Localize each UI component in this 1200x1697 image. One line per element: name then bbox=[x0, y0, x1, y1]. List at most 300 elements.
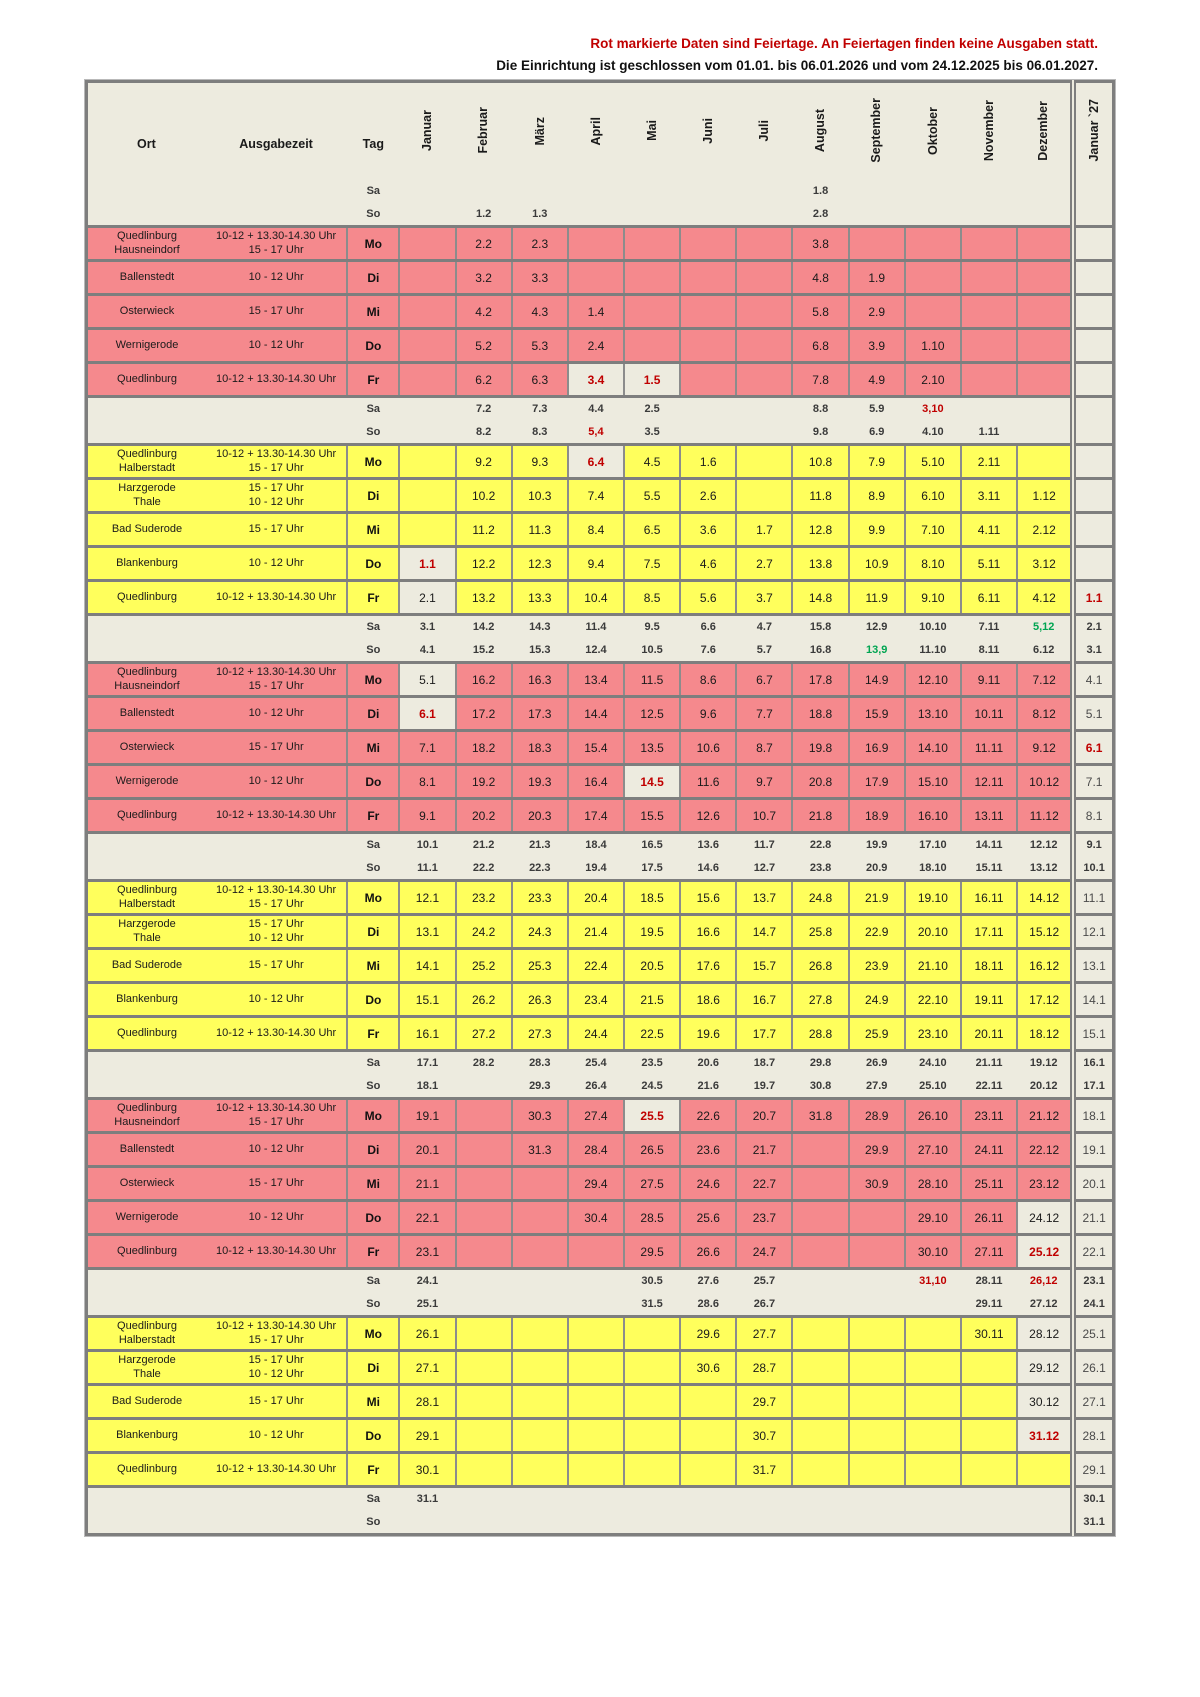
date-cell: 12.5 bbox=[624, 697, 680, 731]
day-label: Sa bbox=[347, 1269, 399, 1293]
place-cell-empty bbox=[87, 179, 348, 203]
ausgabezeit-label: 10-12 + 13.30-14.30 Uhr bbox=[216, 1244, 337, 1257]
empty-cell bbox=[961, 363, 1017, 397]
date-cell: 29.5 bbox=[624, 1235, 680, 1269]
date-cell: 25.1 bbox=[399, 1293, 455, 1317]
empty-cell bbox=[736, 227, 792, 261]
date-cell: 21.10 bbox=[905, 949, 961, 983]
weekend-row bbox=[87, 203, 1114, 227]
date-cell: 25.10 bbox=[905, 1075, 961, 1099]
date-cell: 13.10 bbox=[905, 697, 961, 731]
empty-cell bbox=[1073, 295, 1113, 329]
date-cell: 14.1 bbox=[399, 949, 455, 983]
empty-cell bbox=[568, 1487, 624, 1511]
date-cell: 14.8 bbox=[792, 581, 848, 615]
empty-cell bbox=[624, 1487, 680, 1511]
ort-label: Blankenburg bbox=[116, 992, 178, 1005]
date-cell: 12.1 bbox=[1073, 915, 1113, 949]
date-cell: 30.10 bbox=[905, 1235, 961, 1269]
empty-cell bbox=[680, 1419, 736, 1453]
date-cell: 15.6 bbox=[680, 881, 736, 915]
empty-cell bbox=[456, 1167, 512, 1201]
ort-label: Bad Suderode bbox=[111, 522, 183, 535]
ausgabezeit-label: 10 - 12 Uhr bbox=[248, 992, 304, 1005]
place-cell bbox=[87, 1201, 348, 1235]
date-cell: 25.9 bbox=[849, 1017, 905, 1051]
empty-cell bbox=[792, 1351, 848, 1385]
date-cell: 7.3 bbox=[512, 397, 568, 421]
date-cell: 12.3 bbox=[512, 547, 568, 581]
day-label: So bbox=[347, 1293, 399, 1317]
empty-cell bbox=[1073, 547, 1113, 581]
col-header-next-year: Januar `27 bbox=[1073, 82, 1113, 179]
date-cell: 1.11 bbox=[961, 421, 1017, 445]
ausgabezeit-label: 10-12 + 13.30-14.30 Uhr bbox=[216, 447, 337, 460]
empty-cell bbox=[736, 295, 792, 329]
date-cell: 21.1 bbox=[1073, 1201, 1113, 1235]
date-cell: 6.1 bbox=[1073, 731, 1113, 765]
date-cell: 10.5 bbox=[624, 639, 680, 663]
date-cell: 9.9 bbox=[849, 513, 905, 547]
date-cell: 11.6 bbox=[680, 765, 736, 799]
date-cell: 29.7 bbox=[736, 1385, 792, 1419]
date-cell: 10.7 bbox=[736, 799, 792, 833]
empty-cell bbox=[456, 1511, 512, 1535]
date-cell: 25.2 bbox=[456, 949, 512, 983]
date-cell: 22.1 bbox=[399, 1201, 455, 1235]
place-cell bbox=[87, 329, 348, 363]
empty-cell bbox=[680, 1511, 736, 1535]
date-cell: 11.8 bbox=[792, 479, 848, 513]
ort-label: Hausneindorf bbox=[114, 243, 180, 256]
date-cell: 2.12 bbox=[1017, 513, 1073, 547]
date-cell: 6.7 bbox=[736, 663, 792, 697]
empty-cell bbox=[1073, 479, 1113, 513]
date-cell: 20.1 bbox=[399, 1133, 455, 1167]
date-cell: 3.11 bbox=[961, 479, 1017, 513]
date-cell: 23.7 bbox=[736, 1201, 792, 1235]
empty-cell bbox=[792, 1419, 848, 1453]
col-header-month: Februar bbox=[476, 107, 491, 155]
ort-label: Ballenstedt bbox=[119, 270, 175, 283]
ort-label: Thale bbox=[133, 931, 161, 944]
date-cell: 4.2 bbox=[456, 295, 512, 329]
date-cell: 19.9 bbox=[849, 833, 905, 857]
empty-cell bbox=[456, 1351, 512, 1385]
date-cell: 9.10 bbox=[905, 581, 961, 615]
date-cell: 17.11 bbox=[961, 915, 1017, 949]
date-cell: 13.6 bbox=[680, 833, 736, 857]
date-cell: 18.3 bbox=[512, 731, 568, 765]
date-cell: 27.1 bbox=[399, 1351, 455, 1385]
ausgabezeit-label: 10 - 12 Uhr bbox=[248, 338, 304, 351]
date-cell: 14.5 bbox=[624, 765, 680, 799]
date-cell: 13.11 bbox=[961, 799, 1017, 833]
ausgabezeit-label: 15 - 17 Uhr bbox=[248, 958, 304, 971]
day-label: Fr bbox=[347, 363, 399, 397]
ausgabezeit-label: 10-12 + 13.30-14.30 Uhr bbox=[216, 808, 337, 821]
date-cell: 27.6 bbox=[680, 1269, 736, 1293]
ort-label: Quedlinburg bbox=[117, 1244, 177, 1257]
date-cell: 6.12 bbox=[1017, 639, 1073, 663]
day-label: So bbox=[347, 857, 399, 881]
place-cell bbox=[87, 581, 348, 615]
date-cell: 29.1 bbox=[399, 1419, 455, 1453]
date-cell: 2.2 bbox=[456, 227, 512, 261]
date-cell: 22.12 bbox=[1017, 1133, 1073, 1167]
place-cell-empty bbox=[87, 203, 348, 227]
date-cell: 27.3 bbox=[512, 1017, 568, 1051]
empty-cell bbox=[1073, 261, 1113, 295]
empty-cell bbox=[456, 1201, 512, 1235]
empty-cell bbox=[1017, 421, 1073, 445]
date-cell: 29.3 bbox=[512, 1075, 568, 1099]
place-cell bbox=[87, 479, 348, 513]
col-header-month: März bbox=[532, 116, 547, 145]
empty-cell bbox=[512, 1167, 568, 1201]
table-row bbox=[87, 479, 1114, 513]
place-cell-empty bbox=[87, 1051, 348, 1075]
day-label: Mo bbox=[347, 1099, 399, 1133]
empty-cell bbox=[624, 1419, 680, 1453]
empty-cell bbox=[568, 1511, 624, 1535]
empty-cell bbox=[399, 261, 455, 295]
empty-cell bbox=[624, 227, 680, 261]
ausgabezeit-label: 10 - 12 Uhr bbox=[248, 270, 304, 283]
day-label: Di bbox=[347, 697, 399, 731]
empty-cell bbox=[792, 1317, 848, 1351]
empty-cell bbox=[568, 179, 624, 203]
empty-cell bbox=[792, 1201, 848, 1235]
place-cell bbox=[87, 1099, 348, 1133]
empty-cell bbox=[512, 1419, 568, 1453]
ausgabezeit-label: 10 - 12 Uhr bbox=[248, 1367, 304, 1380]
date-cell: 8.7 bbox=[736, 731, 792, 765]
date-cell: 10.4 bbox=[568, 581, 624, 615]
date-cell: 8.2 bbox=[456, 421, 512, 445]
weekend-row bbox=[87, 1293, 1114, 1317]
date-cell: 25.11 bbox=[961, 1167, 1017, 1201]
date-cell: 20.6 bbox=[680, 1051, 736, 1075]
empty-cell bbox=[680, 1385, 736, 1419]
empty-cell bbox=[905, 1351, 961, 1385]
date-cell: 23.9 bbox=[849, 949, 905, 983]
date-cell: 9.3 bbox=[512, 445, 568, 479]
date-cell: 13.7 bbox=[736, 881, 792, 915]
date-cell: 7.2 bbox=[456, 397, 512, 421]
date-cell: 16.1 bbox=[399, 1017, 455, 1051]
empty-cell bbox=[736, 261, 792, 295]
date-cell: 13.3 bbox=[512, 581, 568, 615]
date-cell: 13.5 bbox=[624, 731, 680, 765]
date-cell: 28.9 bbox=[849, 1099, 905, 1133]
date-cell: 24.7 bbox=[736, 1235, 792, 1269]
date-cell: 20.5 bbox=[624, 949, 680, 983]
date-cell: 2.3 bbox=[512, 227, 568, 261]
date-cell: 22.8 bbox=[792, 833, 848, 857]
date-cell: 2.10 bbox=[905, 363, 961, 397]
empty-cell bbox=[624, 329, 680, 363]
date-cell: 10.1 bbox=[1073, 857, 1113, 881]
date-cell: 5,12 bbox=[1017, 615, 1073, 639]
empty-cell bbox=[792, 1235, 848, 1269]
empty-cell bbox=[568, 1269, 624, 1293]
place-cell-empty bbox=[87, 1487, 348, 1511]
place-cell-empty bbox=[87, 615, 348, 639]
date-cell: 23.5 bbox=[624, 1051, 680, 1075]
date-cell: 5.11 bbox=[961, 547, 1017, 581]
place-cell bbox=[87, 1351, 348, 1385]
empty-cell bbox=[680, 363, 736, 397]
date-cell: 15.5 bbox=[624, 799, 680, 833]
ort-label: Hausneindorf bbox=[114, 1115, 180, 1128]
date-cell: 17.3 bbox=[512, 697, 568, 731]
table-row bbox=[87, 1453, 1114, 1487]
date-cell: 3.6 bbox=[680, 513, 736, 547]
date-cell: 26.6 bbox=[680, 1235, 736, 1269]
place-cell bbox=[87, 295, 348, 329]
empty-cell bbox=[1017, 179, 1073, 203]
date-cell: 5.9 bbox=[849, 397, 905, 421]
ausgabezeit-label: 10 - 12 Uhr bbox=[248, 556, 304, 569]
empty-cell bbox=[399, 363, 455, 397]
ort-label: Halberstadt bbox=[118, 1333, 176, 1346]
date-cell: 24.8 bbox=[792, 881, 848, 915]
ort-label: Quedlinburg bbox=[117, 447, 177, 460]
place-cell-empty bbox=[87, 1075, 348, 1099]
empty-cell bbox=[905, 1453, 961, 1487]
place-cell bbox=[87, 261, 348, 295]
empty-cell bbox=[680, 421, 736, 445]
empty-cell bbox=[792, 1167, 848, 1201]
date-cell: 14.3 bbox=[512, 615, 568, 639]
date-cell: 2.9 bbox=[849, 295, 905, 329]
date-cell: 1.4 bbox=[568, 295, 624, 329]
day-label: Do bbox=[347, 329, 399, 363]
table-row bbox=[87, 513, 1114, 547]
date-cell: 28.4 bbox=[568, 1133, 624, 1167]
empty-cell bbox=[456, 1235, 512, 1269]
ausgabezeit-label: 10-12 + 13.30-14.30 Uhr bbox=[216, 590, 337, 603]
ort-label: Wernigerode bbox=[115, 774, 179, 787]
date-cell: 14.6 bbox=[680, 857, 736, 881]
empty-cell bbox=[624, 203, 680, 227]
day-label: Di bbox=[347, 1133, 399, 1167]
date-cell: 5.5 bbox=[624, 479, 680, 513]
empty-cell bbox=[736, 203, 792, 227]
date-cell: 1.8 bbox=[792, 179, 848, 203]
empty-cell bbox=[512, 1487, 568, 1511]
date-cell: 3.3 bbox=[512, 261, 568, 295]
empty-cell bbox=[792, 1385, 848, 1419]
date-cell: 23.12 bbox=[1017, 1167, 1073, 1201]
date-cell: 4.10 bbox=[905, 421, 961, 445]
date-cell: 28.1 bbox=[399, 1385, 455, 1419]
date-cell: 4.5 bbox=[624, 445, 680, 479]
empty-cell bbox=[736, 363, 792, 397]
date-cell: 8.1 bbox=[1073, 799, 1113, 833]
date-cell: 24.10 bbox=[905, 1051, 961, 1075]
empty-cell bbox=[792, 1269, 848, 1293]
day-label: Mi bbox=[347, 949, 399, 983]
date-cell: 4.11 bbox=[961, 513, 1017, 547]
day-label: So bbox=[347, 1075, 399, 1099]
ausgabezeit-label: 15 - 17 Uhr bbox=[248, 1394, 304, 1407]
date-cell: 10.2 bbox=[456, 479, 512, 513]
date-cell: 10.10 bbox=[905, 615, 961, 639]
table-row bbox=[87, 765, 1114, 799]
ausgabezeit-label: 10 - 12 Uhr bbox=[248, 1210, 304, 1223]
ort-label: Osterwieck bbox=[119, 304, 175, 317]
empty-cell bbox=[961, 1453, 1017, 1487]
date-cell: 24.4 bbox=[568, 1017, 624, 1051]
date-cell: 12.6 bbox=[680, 799, 736, 833]
date-cell: 10.12 bbox=[1017, 765, 1073, 799]
date-cell: 17.1 bbox=[1073, 1075, 1113, 1099]
date-cell: 9.5 bbox=[624, 615, 680, 639]
date-cell: 3.9 bbox=[849, 329, 905, 363]
day-label: So bbox=[347, 639, 399, 663]
date-cell: 22.3 bbox=[512, 857, 568, 881]
date-cell: 14.2 bbox=[456, 615, 512, 639]
table-row bbox=[87, 983, 1114, 1017]
table-row bbox=[87, 1351, 1114, 1385]
ort-label: Blankenburg bbox=[116, 556, 178, 569]
day-label: Di bbox=[347, 261, 399, 295]
date-cell: 2.7 bbox=[736, 547, 792, 581]
day-label: Sa bbox=[347, 833, 399, 857]
date-cell: 15.11 bbox=[961, 857, 1017, 881]
day-label: Fr bbox=[347, 1017, 399, 1051]
date-cell: 12.8 bbox=[792, 513, 848, 547]
date-cell: 17.12 bbox=[1017, 983, 1073, 1017]
date-cell: 16.2 bbox=[456, 663, 512, 697]
date-cell: 11.1 bbox=[399, 857, 455, 881]
table-row bbox=[87, 731, 1114, 765]
empty-cell bbox=[456, 1293, 512, 1317]
ausgabezeit-label: 10-12 + 13.30-14.30 Uhr bbox=[216, 665, 337, 678]
ort-label: Harzgerode bbox=[118, 481, 176, 494]
date-cell: 12.11 bbox=[961, 765, 1017, 799]
date-cell: 11.12 bbox=[1017, 799, 1073, 833]
table-row bbox=[87, 1317, 1114, 1351]
date-cell: 30.7 bbox=[736, 1419, 792, 1453]
empty-cell bbox=[399, 421, 455, 445]
table-row bbox=[87, 295, 1114, 329]
date-cell: 8.4 bbox=[568, 513, 624, 547]
date-cell: 21.12 bbox=[1017, 1099, 1073, 1133]
date-cell: 28.5 bbox=[624, 1201, 680, 1235]
empty-cell bbox=[456, 1453, 512, 1487]
day-label: Mi bbox=[347, 1167, 399, 1201]
empty-cell bbox=[961, 179, 1017, 203]
date-cell: 26.11 bbox=[961, 1201, 1017, 1235]
date-cell: 2.1 bbox=[399, 581, 455, 615]
date-cell: 17.5 bbox=[624, 857, 680, 881]
ausgabezeit-label: 15 - 17 Uhr bbox=[248, 304, 304, 317]
date-cell: 15.4 bbox=[568, 731, 624, 765]
empty-cell bbox=[624, 179, 680, 203]
date-cell: 3.1 bbox=[399, 615, 455, 639]
date-cell: 1.5 bbox=[624, 363, 680, 397]
date-cell: 11.5 bbox=[624, 663, 680, 697]
empty-cell bbox=[399, 329, 455, 363]
day-label: Do bbox=[347, 765, 399, 799]
weekend-row bbox=[87, 639, 1114, 663]
empty-cell bbox=[736, 179, 792, 203]
place-cell bbox=[87, 697, 348, 731]
ort-label: Hausneindorf bbox=[114, 679, 180, 692]
empty-cell bbox=[568, 203, 624, 227]
place-cell bbox=[87, 765, 348, 799]
empty-cell bbox=[849, 1201, 905, 1235]
empty-cell bbox=[849, 227, 905, 261]
empty-cell bbox=[961, 1487, 1017, 1511]
table-row bbox=[87, 1201, 1114, 1235]
ausgabezeit-label: 15 - 17 Uhr bbox=[248, 243, 304, 256]
weekend-row bbox=[87, 1075, 1114, 1099]
ausgabezeit-label: 10-12 + 13.30-14.30 Uhr bbox=[216, 372, 337, 385]
empty-cell bbox=[624, 1317, 680, 1351]
empty-cell bbox=[624, 261, 680, 295]
empty-cell bbox=[961, 397, 1017, 421]
date-cell: 4.1 bbox=[1073, 663, 1113, 697]
date-cell: 5.1 bbox=[399, 663, 455, 697]
date-cell: 22.5 bbox=[624, 1017, 680, 1051]
date-cell: 11.2 bbox=[456, 513, 512, 547]
empty-cell bbox=[568, 1453, 624, 1487]
date-cell: 6.5 bbox=[624, 513, 680, 547]
date-cell: 7.5 bbox=[624, 547, 680, 581]
day-label: Fr bbox=[347, 1235, 399, 1269]
date-cell: 14.1 bbox=[1073, 983, 1113, 1017]
date-cell: 24.5 bbox=[624, 1075, 680, 1099]
date-cell: 9.11 bbox=[961, 663, 1017, 697]
weekend-row bbox=[87, 833, 1114, 857]
ort-label: Quedlinburg bbox=[117, 229, 177, 242]
ausgabezeit-label: 10-12 + 13.30-14.30 Uhr bbox=[216, 1319, 337, 1332]
empty-cell bbox=[680, 397, 736, 421]
empty-cell bbox=[456, 1133, 512, 1167]
date-cell: 2.11 bbox=[961, 445, 1017, 479]
date-cell: 16.4 bbox=[568, 765, 624, 799]
ausgabezeit-label: 10 - 12 Uhr bbox=[248, 1142, 304, 1155]
empty-cell bbox=[680, 261, 736, 295]
date-cell: 17.1 bbox=[399, 1051, 455, 1075]
weekend-row bbox=[87, 1511, 1114, 1535]
date-cell: 7.10 bbox=[905, 513, 961, 547]
date-cell: 28.11 bbox=[961, 1269, 1017, 1293]
date-cell: 20.10 bbox=[905, 915, 961, 949]
date-cell: 5.2 bbox=[456, 329, 512, 363]
empty-cell bbox=[905, 1511, 961, 1535]
date-cell: 31.12 bbox=[1017, 1419, 1073, 1453]
empty-cell bbox=[792, 1511, 848, 1535]
date-cell: 3.1 bbox=[1073, 639, 1113, 663]
date-cell: 9.2 bbox=[456, 445, 512, 479]
date-cell: 20.7 bbox=[736, 1099, 792, 1133]
ort-label: Wernigerode bbox=[115, 338, 179, 351]
empty-cell bbox=[680, 227, 736, 261]
date-cell: 23.1 bbox=[1073, 1269, 1113, 1293]
ort-label: Ballenstedt bbox=[119, 1142, 175, 1155]
date-cell: 27.11 bbox=[961, 1235, 1017, 1269]
weekend-row bbox=[87, 421, 1114, 445]
empty-cell bbox=[512, 1351, 568, 1385]
day-label: Do bbox=[347, 1201, 399, 1235]
empty-cell bbox=[849, 1419, 905, 1453]
ausgabezeit-label: 15 - 17 Uhr bbox=[248, 481, 304, 494]
